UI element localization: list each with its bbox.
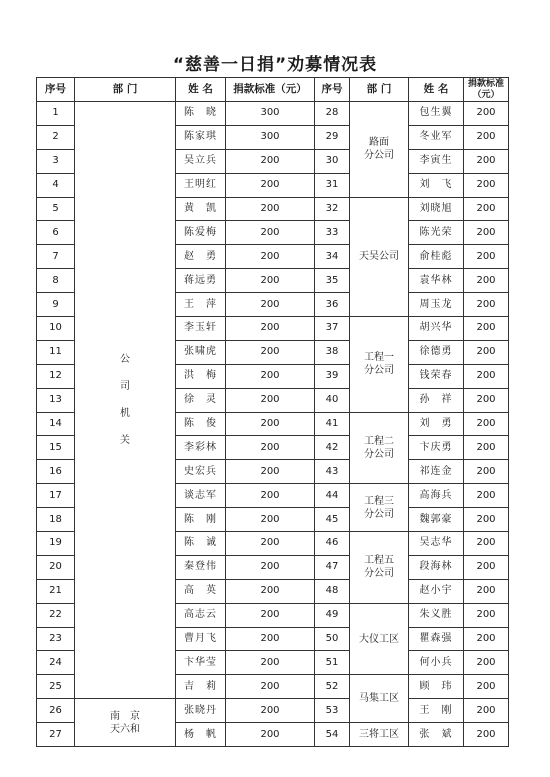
donor-name: 史宏兵: [176, 460, 226, 484]
dept-dayi: [350, 603, 409, 675]
row-number: 36: [315, 293, 350, 317]
donor-name: 王明红: [176, 173, 226, 197]
row-number: 50: [315, 627, 350, 651]
donation-amount: 200: [226, 197, 315, 221]
row-number: 8: [37, 269, 75, 293]
donor-name: 徐德勇: [409, 340, 464, 364]
dept-gongsi-jiguan: [75, 102, 176, 699]
donation-amount: 200: [464, 603, 509, 627]
row-number: 45: [315, 508, 350, 532]
donor-name: 袁华林: [409, 269, 464, 293]
dept-gongcheng-2: [350, 412, 409, 484]
dept-jiguan-char: 机: [120, 408, 130, 420]
donor-name: 谈志军: [176, 484, 226, 508]
donation-amount: 200: [464, 317, 509, 341]
col-header-dept-left: 部 门: [75, 78, 176, 102]
donation-amount: 200: [464, 532, 509, 556]
donor-name: 陈 俊: [176, 412, 226, 436]
row-number: 3: [37, 149, 75, 173]
donation-amount: 200: [464, 364, 509, 388]
row-number: 6: [37, 221, 75, 245]
donor-name: 李玉轩: [176, 317, 226, 341]
row-number: 51: [315, 651, 350, 675]
donation-amount: 200: [226, 436, 315, 460]
donor-name: 陈 晓: [176, 102, 226, 126]
donation-amount: 200: [464, 173, 509, 197]
col-header-name-left: 姓 名: [176, 78, 226, 102]
row-number: 22: [37, 603, 75, 627]
donation-amount: 200: [464, 699, 509, 723]
col-header-amount-right: 捐款标准（元）: [464, 78, 509, 102]
donation-amount: 200: [226, 149, 315, 173]
donation-amount: 200: [226, 603, 315, 627]
donation-amount: 200: [226, 723, 315, 747]
donation-amount: 200: [464, 149, 509, 173]
donor-name: 段海林: [409, 555, 464, 579]
dept-jiguan-char: 关: [120, 435, 130, 447]
donor-name: 王 萍: [176, 293, 226, 317]
donor-name: 吴志华: [409, 532, 464, 556]
donor-name: 黄 凯: [176, 197, 226, 221]
row-number: 30: [315, 149, 350, 173]
donor-name: 吉 莉: [176, 675, 226, 699]
dept-label: 工程一: [364, 352, 394, 364]
row-number: 37: [315, 317, 350, 341]
donor-name: 陈 刚: [176, 508, 226, 532]
donor-name: 洪 梅: [176, 364, 226, 388]
row-number: 18: [37, 508, 75, 532]
row-number: 29: [315, 125, 350, 149]
row-number: 13: [37, 388, 75, 412]
row-number: 32: [315, 197, 350, 221]
dept-label: 工程二: [364, 435, 394, 447]
row-number: 28: [315, 102, 350, 126]
dept-label: 天六和: [110, 723, 140, 735]
donation-amount: 200: [464, 388, 509, 412]
donor-name: 瞿森强: [409, 627, 464, 651]
table-row: [37, 699, 509, 723]
donation-amount: 200: [226, 364, 315, 388]
donor-name: 张啸虎: [176, 340, 226, 364]
donation-amount: 200: [226, 245, 315, 269]
row-number: 31: [315, 173, 350, 197]
donation-amount: 200: [464, 723, 509, 747]
row-number: 54: [315, 723, 350, 747]
row-number: 15: [37, 436, 75, 460]
donor-name: 刘晓旭: [409, 197, 464, 221]
dept-sanjiang: [350, 723, 409, 747]
donation-amount: 200: [464, 436, 509, 460]
donor-name: 刘 飞: [409, 173, 464, 197]
row-number: 4: [37, 173, 75, 197]
donor-name: 杨 帆: [176, 723, 226, 747]
row-number: 19: [37, 532, 75, 556]
dept-label: 分公司: [364, 508, 394, 520]
donor-name: 秦登伟: [176, 555, 226, 579]
row-number: 27: [37, 723, 75, 747]
donation-amount: 200: [464, 555, 509, 579]
row-number: 2: [37, 125, 75, 149]
dept-label: 南 京: [110, 710, 140, 722]
row-number: 23: [37, 627, 75, 651]
donor-name: 周玉龙: [409, 293, 464, 317]
row-number: 24: [37, 651, 75, 675]
row-number: 33: [315, 221, 350, 245]
donor-name: 吴立兵: [176, 149, 226, 173]
row-number: 26: [37, 699, 75, 723]
donor-name: 何小兵: [409, 651, 464, 675]
dept-gongcheng-5: [350, 532, 409, 604]
donation-amount: 200: [226, 221, 315, 245]
donation-amount: 200: [226, 340, 315, 364]
dept-gongcheng-1: [350, 317, 409, 413]
donor-name: 张晓丹: [176, 699, 226, 723]
donor-name: 王 刚: [409, 699, 464, 723]
donor-name: 高志云: [176, 603, 226, 627]
donation-amount: 200: [226, 317, 315, 341]
row-number: 20: [37, 555, 75, 579]
donation-amount: 200: [464, 221, 509, 245]
row-number: 7: [37, 245, 75, 269]
donor-name: 蒋远勇: [176, 269, 226, 293]
header-row: [37, 78, 509, 102]
row-number: 52: [315, 675, 350, 699]
dept-label: 分公司: [364, 448, 394, 460]
row-number: 41: [315, 412, 350, 436]
donation-amount: 200: [226, 579, 315, 603]
donation-amount: 200: [464, 102, 509, 126]
dept-gongcheng-3: [350, 484, 409, 532]
row-number: 43: [315, 460, 350, 484]
donor-name: 赵小宇: [409, 579, 464, 603]
donor-name: 俞桂彪: [409, 245, 464, 269]
donation-amount: 200: [226, 532, 315, 556]
row-number: 44: [315, 484, 350, 508]
donation-amount: 200: [464, 484, 509, 508]
row-number: 46: [315, 532, 350, 556]
donor-name: 高 英: [176, 579, 226, 603]
donor-name: 陈家琪: [176, 125, 226, 149]
donor-name: 祁连金: [409, 460, 464, 484]
donation-amount: 200: [464, 125, 509, 149]
donor-name: 卞华莹: [176, 651, 226, 675]
donation-amount: 200: [226, 699, 315, 723]
row-number: 42: [315, 436, 350, 460]
donation-amount: 200: [226, 675, 315, 699]
dept-label: 大仪工区: [359, 633, 399, 645]
donor-name: 赵 勇: [176, 245, 226, 269]
donation-amount: 200: [464, 651, 509, 675]
dept-label: 工程三: [364, 495, 394, 507]
donation-amount: 200: [226, 460, 315, 484]
donation-amount: 200: [464, 245, 509, 269]
dept-label: 分公司: [364, 150, 394, 162]
donor-name: 曹月飞: [176, 627, 226, 651]
donation-amount: 200: [464, 197, 509, 221]
donation-amount: 200: [226, 627, 315, 651]
dept-lumian: [350, 102, 409, 198]
dept-maji: [350, 675, 409, 723]
col-header-amount-left: 捐款标准（元）: [226, 78, 315, 102]
row-number: 16: [37, 460, 75, 484]
dept-jiguan-char: 公: [120, 354, 130, 366]
dept-label: 分公司: [364, 568, 394, 580]
donor-name: 张 斌: [409, 723, 464, 747]
donor-name: 陈 诚: [176, 532, 226, 556]
row-number: 12: [37, 364, 75, 388]
row-number: 25: [37, 675, 75, 699]
col-header-no-right: 序号: [315, 78, 350, 102]
donation-amount: 200: [464, 579, 509, 603]
donor-name: 高海兵: [409, 484, 464, 508]
row-number: 38: [315, 340, 350, 364]
donation-amount: 200: [464, 460, 509, 484]
row-number: 40: [315, 388, 350, 412]
donor-name: 李彩林: [176, 436, 226, 460]
donor-name: 卞庆勇: [409, 436, 464, 460]
donation-amount: 200: [226, 508, 315, 532]
row-number: 1: [37, 102, 75, 126]
donation-amount: 200: [464, 340, 509, 364]
row-number: 39: [315, 364, 350, 388]
donor-name: 陈爱梅: [176, 221, 226, 245]
col-header-dept-right: 部 门: [350, 78, 409, 102]
row-number: 47: [315, 555, 350, 579]
donor-name: 陈光荣: [409, 221, 464, 245]
donation-amount: 200: [226, 651, 315, 675]
donation-amount: 200: [226, 293, 315, 317]
dept-jiguan-char: 司: [120, 381, 130, 393]
dept-label: 三将工区: [359, 729, 399, 741]
row-number: 9: [37, 293, 75, 317]
donation-amount: 200: [226, 412, 315, 436]
row-number: 49: [315, 603, 350, 627]
dept-label: 工程五: [364, 555, 394, 567]
donor-name: 李寅生: [409, 149, 464, 173]
row-number: 5: [37, 197, 75, 221]
dept-label: 分公司: [364, 365, 394, 377]
col-header-no-left: 序号: [37, 78, 75, 102]
donation-amount: 200: [464, 675, 509, 699]
row-number: 35: [315, 269, 350, 293]
dept-label: 天吴公司: [359, 251, 399, 263]
donation-amount: 200: [226, 555, 315, 579]
donor-name: 冬业军: [409, 125, 464, 149]
row-number: 17: [37, 484, 75, 508]
dept-nanjing-tianliuhe: [75, 699, 176, 747]
row-number: 48: [315, 579, 350, 603]
donation-amount: 200: [226, 269, 315, 293]
donation-amount: 200: [226, 173, 315, 197]
row-number: 10: [37, 317, 75, 341]
donor-name: 胡兴华: [409, 317, 464, 341]
row-number: 34: [315, 245, 350, 269]
row-number: 21: [37, 579, 75, 603]
row-number: 53: [315, 699, 350, 723]
row-number: 11: [37, 340, 75, 364]
donor-name: 包生翼: [409, 102, 464, 126]
donation-amount: 200: [464, 412, 509, 436]
donation-amount: 200: [226, 388, 315, 412]
donation-amount: 200: [226, 484, 315, 508]
donation-amount: 200: [464, 293, 509, 317]
table-row: [37, 102, 509, 126]
donor-name: 朱义胜: [409, 603, 464, 627]
donor-name: 钱荣春: [409, 364, 464, 388]
donation-amount: 200: [464, 627, 509, 651]
page-title: “慈善一日捐”劝募情况表: [172, 55, 378, 75]
donor-name: 刘 勇: [409, 412, 464, 436]
dept-tianwu: [350, 197, 409, 316]
donor-name: 顾 玮: [409, 675, 464, 699]
dept-label: 马集工区: [359, 693, 399, 705]
row-number: 14: [37, 412, 75, 436]
donation-amount: 200: [464, 508, 509, 532]
donation-table: [36, 77, 509, 747]
dept-label: 路面: [369, 137, 389, 149]
donor-name: 孙 祥: [409, 388, 464, 412]
donor-name: 徐 灵: [176, 388, 226, 412]
donation-amount: 200: [464, 269, 509, 293]
donor-name: 魏郭豪: [409, 508, 464, 532]
donation-amount: 300: [226, 102, 315, 126]
col-header-name-right: 姓 名: [409, 78, 464, 102]
donation-amount: 300: [226, 125, 315, 149]
